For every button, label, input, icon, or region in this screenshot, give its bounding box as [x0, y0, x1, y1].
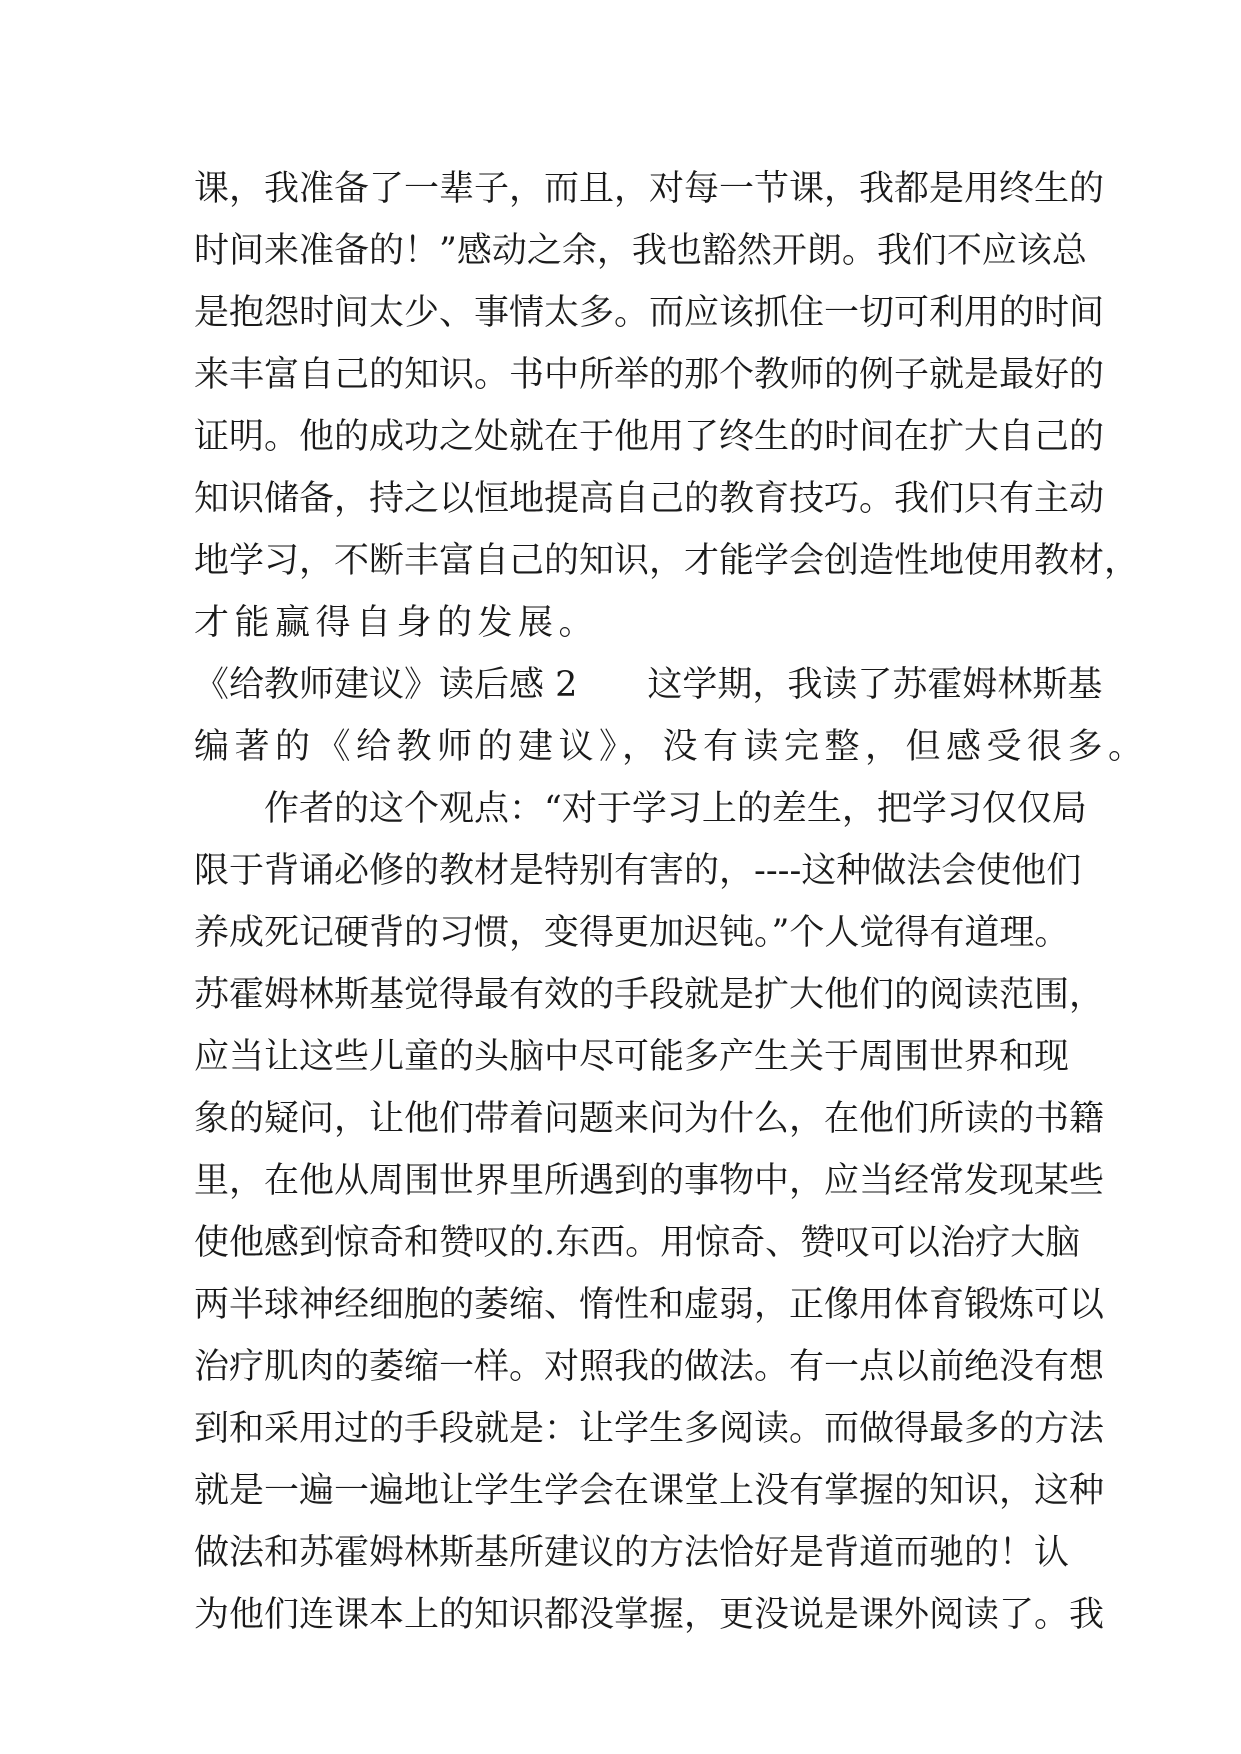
text-line: 做法和苏霍姆林斯基所建议的方法恰好是背道而驰的！认: [194, 1533, 1070, 1573]
text-line: 地学习，不断丰富自己的知识，才能学会创造性地使用教材，: [194, 541, 1140, 581]
text-line: 编著的《给教师的建议》，没有读完整，但感受很多。: [194, 727, 1149, 767]
text-line: 就是一遍一遍地让学生学会在课堂上没有掌握的知识，这种: [194, 1471, 1105, 1511]
text-line: 限于背诵必修的教材是特别有害的，----这种做法会使他们: [194, 851, 1082, 891]
text-line: 来丰富自己的知识。书中所举的那个教师的例子就是最好的: [194, 355, 1105, 395]
paragraph-first-line: 作者的这个观点：“对于学习上的差生，把学习仅仅局: [264, 789, 1087, 829]
text-line: 到和采用过的手段就是：让学生多阅读。而做得最多的方法: [194, 1409, 1105, 1449]
text-line: 两半球神经细胞的萎缩、惰性和虚弱，正像用体育锻炼可以: [194, 1285, 1105, 1325]
text-line: 是抱怨时间太少、事情太多。而应该抓住一切可利用的时间: [194, 293, 1105, 333]
text-line: 时间来准备的！”感动之余，我也豁然开朗。我们不应该总: [194, 231, 1087, 271]
text-line: 养成死记硬背的习惯，变得更加迟钝。”个人觉得有道理。: [194, 913, 1070, 953]
text-line: 证明。他的成功之处就在于他用了终生的时间在扩大自己的: [194, 417, 1105, 457]
text-line: 才能赢得自身的发展。: [194, 603, 600, 643]
section-heading-line: 《给教师建议》读后感 2 这学期，我读了苏霍姆林斯基: [194, 665, 1103, 705]
text-line: 苏霍姆林斯基觉得最有效的手段就是扩大他们的阅读范围，: [194, 975, 1105, 1015]
text-line: 象的疑问，让他们带着问题来问为什么，在他们所读的书籍: [194, 1099, 1105, 1139]
text-line: 使他感到惊奇和赞叹的.东西。用惊奇、赞叹可以治疗大脑: [194, 1223, 1081, 1263]
document-page: [194, 158, 1149, 1646]
text-line: 应当让这些儿童的头脑中尽可能多产生关于周围世界和现: [194, 1037, 1070, 1077]
text-line: 里，在他从周围世界里所遇到的事物中，应当经常发现某些: [194, 1161, 1105, 1201]
text-line: 为他们连课本上的知识都没掌握，更没说是课外阅读了。我: [194, 1595, 1105, 1635]
text-line: 知识储备，持之以恒地提高自己的教育技巧。我们只有主动: [194, 479, 1105, 519]
text-line: 课，我准备了一辈子，而且，对每一节课，我都是用终生的: [194, 169, 1105, 209]
text-line: 治疗肌肉的萎缩一样。对照我的做法。有一点以前绝没有想: [194, 1347, 1105, 1387]
